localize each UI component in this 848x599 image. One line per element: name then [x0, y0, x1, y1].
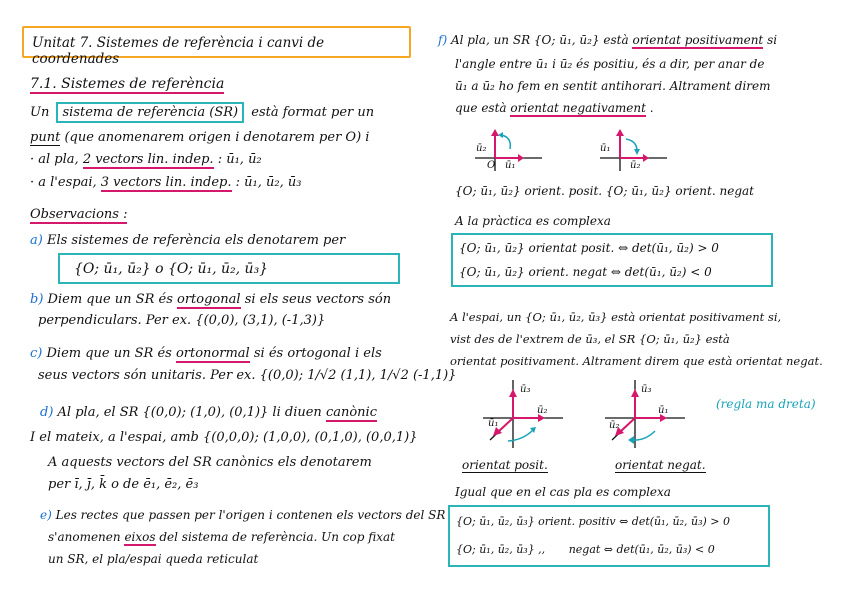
- plane-caption: {O; ū₁, ū₂} orient. posit. {O; ū₁, ū₂} orient. negat: [455, 184, 754, 198]
- item-a-formula-box: {O; ū₁, ū₂} o {O; ū₁, ū₂, ū₃}: [58, 253, 400, 284]
- item-f-line-4: que està orientat negativament .: [455, 101, 654, 115]
- space-text-line-1: A l'espai, un {O; ū₁, ū₂, ū₃} està orientat positivament si,: [450, 310, 782, 324]
- plane-neg-u1: ū₁: [600, 143, 611, 154]
- item-c-line-1: c) Diem que un SR és ortonormal si és ortogonal i els: [30, 346, 382, 361]
- item-b-line-1: b) Diem que un SR és ortogonal si els seus vectors són: [30, 292, 392, 307]
- item-f-line-3: ū₁ a ū₂ ho fem en sentit antihorari. Altrament direm: [455, 79, 771, 93]
- item-f-line-1: f) Al pla, un SR {O; ū₁, ū₂} està orientat positivament si: [438, 33, 778, 47]
- item-d-line-4: per ī, j̄, k̄ o de ē₁, ē₂, ē₃: [48, 477, 199, 492]
- space-neg-caption: orientat negat.: [615, 458, 706, 472]
- plane-det-box: {O; ū₁, ū₂} orientat posit. ⇔ det(ū₁, ū₂) > 0 {O; ū₁, ū₂} orient. negat ⇔ det(ū₁, ū₂) < 0: [451, 233, 773, 287]
- space-neg-u3: ū₃: [641, 384, 652, 395]
- intro-line-3: · al pla, 2 vectors lin. indep. : ū₁, ū₂: [30, 152, 262, 167]
- item-e-line-1: e) Les rectes que passen per l'origen i contenen els vectors del SR: [40, 508, 446, 522]
- space-det-box: {O; ū₁, ū₂, ū₃} orient. positiv ⇔ det(ū₁, ū₂, ū₃) > 0 {O; ū₁, ū₂, ū₃} ,, negat ⇔ det(ū₁, ū₂, ū₃) < 0: [448, 505, 770, 567]
- sr-definition-box: sistema de referència (SR): [56, 102, 244, 123]
- item-c-line-2: seus vectors són unitaris. Per ex. {(0,0); 1/√2 (1,1), 1/√2 (-1,1)}: [38, 368, 457, 383]
- plane-pos-u1: ū₁: [505, 160, 516, 171]
- item-d-line-1: d) Al pla, el SR {(0,0); (1,0), (0,1)} li diuen canònic: [40, 405, 377, 420]
- space-pos-u2: ū₂: [537, 405, 548, 416]
- plane-neg-u2: ū₂: [630, 160, 641, 171]
- space-neg-u1: ū₁: [658, 405, 669, 416]
- intro-line-1: Un sistema de referència (SR) està format per un: [30, 105, 374, 121]
- space-pos-caption: orientat posit.: [462, 458, 548, 472]
- item-d-line-2: I el mateix, a l'espai, amb {(0,0,0); (1,0,0), (0,1,0), (0,0,1)}: [30, 430, 418, 445]
- item-e-line-3: un SR, el pla/espai queda reticulat: [48, 552, 259, 566]
- section-heading: 7.1. Sistemes de referència: [30, 76, 225, 92]
- observations-label: Observacions :: [30, 207, 128, 222]
- plane-pos-origin: O: [487, 160, 496, 171]
- item-d-line-3: A aquests vectors del SR canònics els denotarem: [48, 455, 372, 470]
- plane-pos-u2: ū₂: [476, 143, 487, 154]
- unit-title: Unitat 7. Sistemes de referència i canvi de coordenades: [32, 35, 325, 67]
- space-pos-u3: ū₃: [520, 384, 531, 395]
- item-b-line-2: perpendiculars. Per ex. {(0,0), (3,1), (-1,3)}: [38, 313, 326, 328]
- item-a-text: a) Els sistemes de referència els denotarem per: [30, 233, 346, 248]
- space-neg-u2: ū₂: [609, 420, 620, 431]
- equal-label: Igual que en el cas pla es complexa: [455, 485, 671, 499]
- intro-line-2: punt (que anomenarem origen i denotarem per O) i: [30, 130, 370, 145]
- unit-title-box: [22, 26, 411, 67]
- space-pos-u1: ū₁: [488, 418, 499, 429]
- space-text-line-3: orientat positivament. Altrament direm que està orientat negat.: [450, 354, 823, 368]
- practice-label: A la pràctica es complexa: [455, 214, 611, 228]
- item-f-line-2: l'angle entre ū₁ i ū₂ és positiu, és a dir, per anar de: [455, 57, 765, 71]
- item-e-line-2: s'anomenen eixos del sistema de referència. Un cop fixat: [48, 530, 395, 544]
- intro-line-4: · a l'espai, 3 vectors lin. indep. : ū₁, ū₂, ū₃: [30, 175, 302, 190]
- right-hand-rule-note: (regla ma dreta): [716, 397, 816, 411]
- space-text-line-2: vist des de l'extrem de ū₃, el SR {O; ū₁, ū₂} està: [450, 332, 730, 346]
